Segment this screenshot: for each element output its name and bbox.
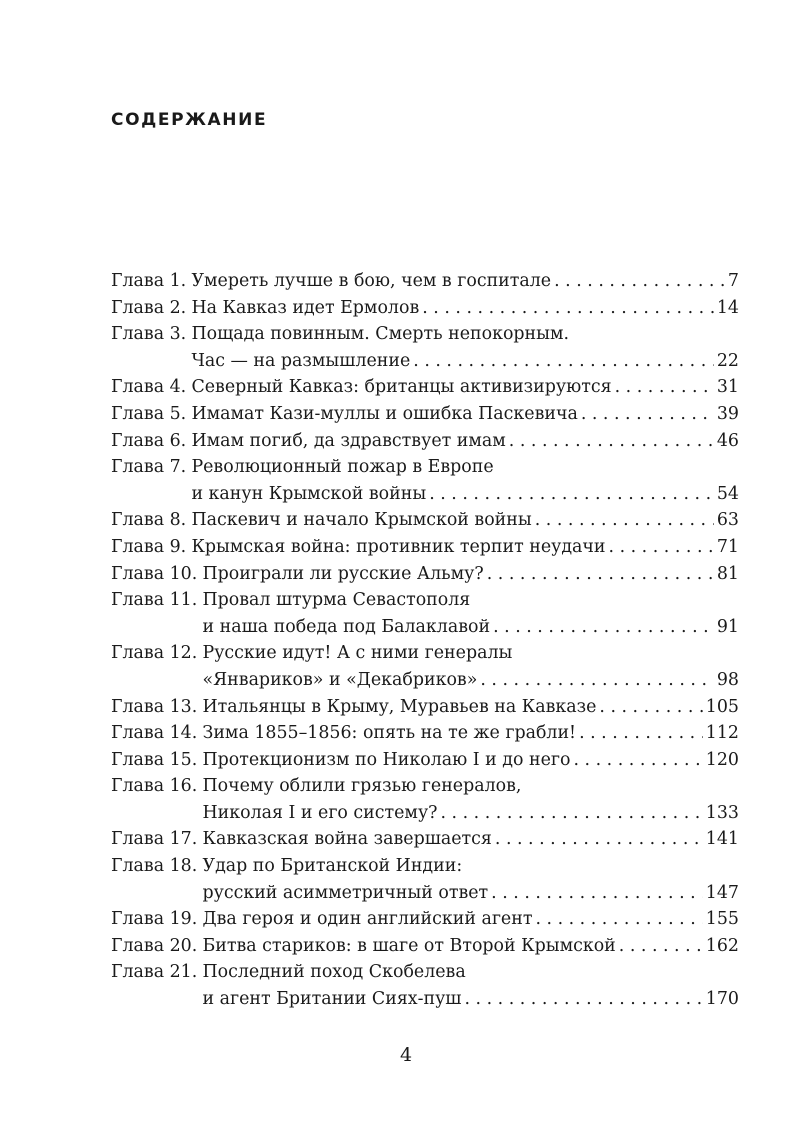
chapter-title: Северный Кавказ: британцы активизируются [191, 377, 612, 398]
chapter-label: Глава 14. [111, 723, 198, 744]
toc-entry[interactable] [111, 773, 739, 826]
toc-entry-line [111, 561, 739, 588]
chapter-page-number: 141 [705, 829, 739, 850]
chapter-title: и агент Британии Сиях-пуш [202, 989, 462, 1010]
chapter-title: Итальянцы в Крыму, Муравьев на Кавказе [202, 696, 597, 717]
toc-entry[interactable] [111, 747, 739, 774]
chapter-page-number: 63 [716, 510, 739, 531]
chapter-page-number: 120 [705, 749, 739, 770]
chapter-page-number: 14 [716, 297, 739, 318]
dot-leader [487, 561, 714, 588]
toc-entry-line [111, 268, 739, 295]
toc-entry[interactable] [111, 853, 739, 906]
chapter-title: Проиграли ли русские Альму? [202, 563, 484, 584]
chapter-page-number: 133 [705, 802, 739, 823]
toc-entry[interactable] [111, 321, 739, 374]
chapter-label: Глава 12. [111, 643, 198, 664]
chapter-title: Крымская война: противник терпит неудачи [191, 536, 606, 557]
chapter-title: и наша победа под Балаклавой [202, 616, 491, 637]
dot-leader [480, 667, 714, 694]
toc-entry[interactable] [111, 694, 739, 721]
toc-entry-line [111, 481, 739, 508]
chapter-title: Революционный пожар в Европе [191, 457, 494, 478]
dot-leader [422, 295, 714, 322]
chapter-label: Глава 3. [111, 324, 187, 345]
chapter-title: Зима 1855–1856: опять на те же грабли! [202, 723, 577, 744]
dot-leader [429, 481, 714, 508]
dot-leader [609, 534, 714, 561]
toc-entry-line [111, 773, 739, 800]
toc-entry[interactable] [111, 640, 739, 693]
toc-entry[interactable] [111, 933, 739, 960]
toc-entry-line [111, 401, 739, 428]
toc-entry[interactable] [111, 374, 739, 401]
chapter-page-number: 7 [727, 271, 739, 291]
dot-leader [491, 880, 703, 907]
toc-entry-line [111, 747, 739, 774]
page-number: 4 [399, 1044, 413, 1066]
dot-leader [495, 826, 703, 853]
toc-entry-line [111, 454, 739, 481]
toc-entry[interactable] [111, 295, 739, 322]
chapter-page-number: 147 [705, 882, 739, 903]
toc-entry-line [111, 880, 739, 907]
chapter-title: Два героя и один английский агент [202, 909, 533, 930]
toc-entry-line [111, 720, 739, 747]
toc-heading: СОДЕРЖАНИЕ [111, 110, 268, 130]
chapter-label: Глава 18. [111, 856, 198, 877]
toc-entry[interactable] [111, 587, 739, 640]
toc-entry-line [111, 826, 739, 853]
toc-entry-line [111, 295, 739, 322]
chapter-page-number: 31 [716, 377, 739, 398]
chapter-page-number: 22 [716, 350, 739, 371]
dot-leader [535, 507, 714, 534]
toc-entry-line [111, 428, 739, 455]
chapter-label: Глава 20. [111, 935, 198, 956]
toc-entry[interactable] [111, 720, 739, 747]
chapter-title: русский асимметричный ответ [202, 882, 489, 903]
dot-leader [509, 428, 714, 455]
chapter-title: Битва стариков: в шаге от Второй Крымской [202, 935, 616, 956]
dot-leader [573, 747, 702, 774]
chapter-title: Умереть лучше в бою, чем в госпитале [191, 271, 552, 291]
chapter-title: Почему облили грязью генералов, [202, 776, 522, 797]
toc-entry-line [111, 906, 739, 933]
toc-entry[interactable] [111, 268, 739, 295]
chapter-label: Глава 17. [111, 829, 198, 850]
dot-leader [554, 268, 725, 295]
chapter-label: Глава 19. [111, 909, 198, 930]
chapter-page-number: 46 [716, 430, 739, 451]
chapter-label: Глава 7. [111, 457, 187, 478]
chapter-title: Николая I и его систему? [202, 802, 438, 823]
toc-entry-line [111, 853, 739, 880]
chapter-label: Глава 2. [111, 297, 187, 318]
dot-leader [441, 800, 703, 827]
toc-entry[interactable] [111, 906, 739, 933]
dot-leader [581, 401, 714, 428]
toc-entry[interactable] [111, 428, 739, 455]
chapter-title: Час — на размышление [191, 350, 411, 371]
chapter-title: Кавказская война завершается [202, 829, 492, 850]
chapter-label: Глава 10. [111, 563, 198, 584]
chapter-label: Глава 11. [111, 590, 198, 611]
chapter-label: Глава 13. [111, 696, 198, 717]
chapter-page-number: 170 [705, 989, 739, 1010]
chapter-label: Глава 15. [111, 749, 198, 770]
toc-entry[interactable] [111, 534, 739, 561]
chapter-label: Глава 21. [111, 962, 198, 983]
toc-entry-line [111, 959, 739, 986]
toc-entry-line [111, 800, 739, 827]
toc-entry[interactable] [111, 561, 739, 588]
chapter-page-number: 81 [716, 563, 739, 584]
toc-entry-line [111, 694, 739, 721]
chapter-label: Глава 1. [111, 271, 187, 291]
chapter-page-number: 98 [716, 669, 739, 690]
chapter-page-number: 39 [716, 403, 739, 424]
dot-leader [619, 933, 703, 960]
toc-entry[interactable] [111, 454, 739, 507]
chapter-page-number: 71 [716, 536, 739, 557]
dot-leader [615, 374, 714, 401]
chapter-label: Глава 9. [111, 536, 187, 557]
toc-entry[interactable] [111, 959, 739, 1012]
chapter-page-number: 162 [705, 935, 739, 956]
dot-leader [464, 986, 702, 1013]
chapter-title: Имам погиб, да здравствует имам [191, 430, 506, 451]
toc-entry-line [111, 321, 739, 348]
chapter-title: «Январиков» и «Декабриков» [202, 669, 478, 690]
chapter-title: Протекционизм по Николаю I и до него [202, 749, 571, 770]
toc-entry[interactable] [111, 507, 739, 534]
chapter-label: Глава 4. [111, 377, 187, 398]
chapter-title: На Кавказ идет Ермолов [191, 297, 420, 318]
chapter-page-number: 105 [705, 696, 739, 717]
chapter-label: Глава 6. [111, 430, 187, 451]
toc-entry-line [111, 933, 739, 960]
toc-entry-line [111, 587, 739, 614]
chapter-page-number: 54 [716, 483, 739, 504]
chapter-title: Удар по Британской Индии: [202, 856, 463, 877]
chapter-title: Пощада повинным. Смерть непокорным. [191, 324, 570, 345]
toc-entry[interactable] [111, 826, 739, 853]
chapter-page-number: 91 [716, 616, 739, 637]
chapter-title: Последний поход Скобелева [202, 962, 466, 983]
dot-leader [599, 694, 702, 721]
dot-leader [493, 614, 714, 641]
chapter-title: Паскевич и начало Крымской войны [191, 510, 532, 531]
chapter-label: Глава 5. [111, 403, 187, 424]
chapter-title: Русские идут! А с ними генералы [202, 643, 513, 664]
chapter-title: и канун Крымской войны [191, 483, 427, 504]
toc-entry-line [111, 614, 739, 641]
dot-leader [413, 348, 714, 375]
chapter-title: Имамат Кази-муллы и ошибка Паскевича [191, 403, 578, 424]
table-of-contents [111, 268, 739, 1013]
toc-entry-line [111, 640, 739, 667]
chapter-label: Глава 16. [111, 776, 198, 797]
chapter-label: Глава 8. [111, 510, 187, 531]
dot-leader [535, 906, 702, 933]
toc-entry[interactable] [111, 401, 739, 428]
chapter-page-number: 112 [705, 723, 739, 744]
chapter-title: Провал штурма Севастополя [202, 590, 471, 611]
toc-entry-line [111, 534, 739, 561]
dot-leader [579, 720, 703, 747]
chapter-page-number: 155 [705, 909, 739, 930]
toc-entry-line [111, 374, 739, 401]
toc-entry-line [111, 507, 739, 534]
toc-entry-line [111, 348, 739, 375]
toc-entry-line [111, 986, 739, 1013]
toc-entry-line [111, 667, 739, 694]
